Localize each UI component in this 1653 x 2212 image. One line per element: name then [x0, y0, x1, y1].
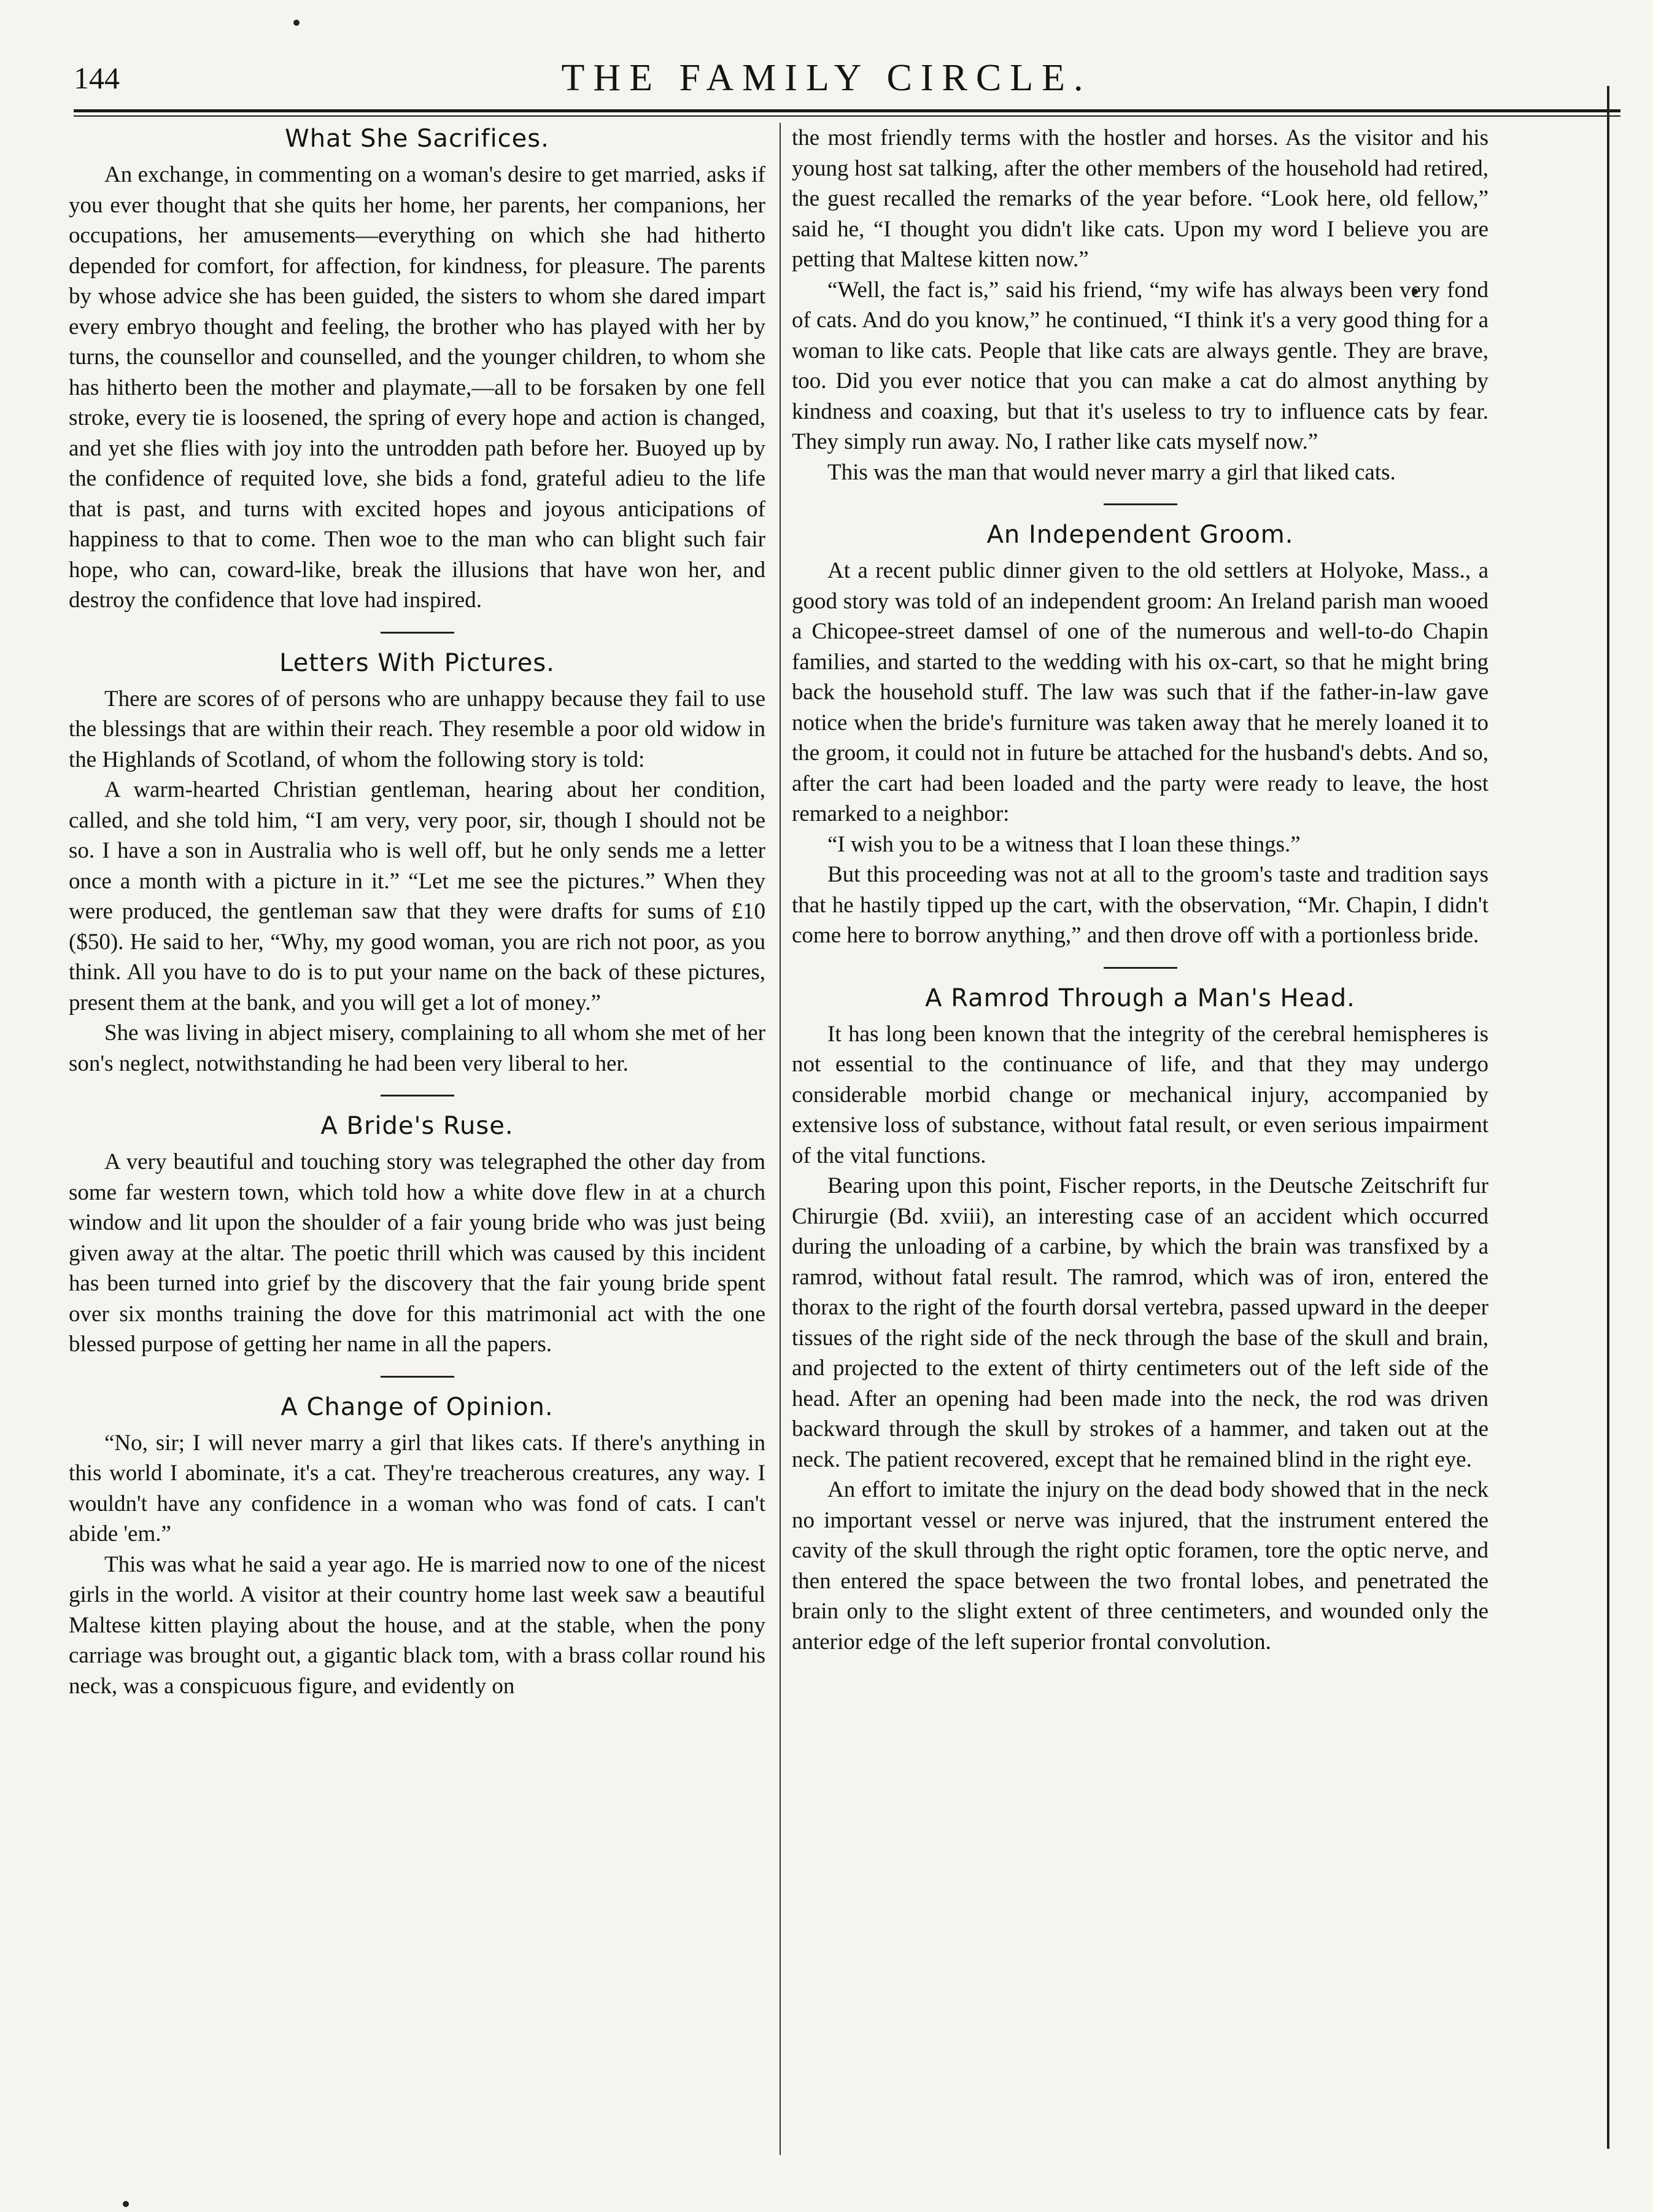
article-paragraph: An exchange, in commenting on a woman's desire to get married, asks if you ever thought that she quits her home, her parents, her companions, her occupations, her amusements—everything on which she had hitherto depended for comfort, for affection, for kindness, for pleasure. The parents by whose advice she has been guided, the sisters to whom she dared impart every embryo thought and feeling, the brother who has played with her by turns, the counsellor and counselled, and the younger children, to whom she has hitherto been the mother and playmate,—all to be forsaken by one fell stroke, every tie is loosened, the spring of every hope and action is changed, and yet she flies with joy into the untrodden path before her. Buoyed up by the confidence of requited love, she bids a fond, grateful adieu to the life that is past, and turns with excited hopes and joyous anticipations of happiness to that to come. Then woe to the man who can blight such fair hope, who can, coward-like, break the illusions that have won her, and destroy the confidence that love had inspired. — [69, 162, 765, 613]
article-paragraph: the most friendly terms with the hostler and horses. As the visitor and his young host sat talking, after the other members of the household had retired, the guest recalled the remarks of the year before. “Look here, old fellow,” said he, “I thought you didn't like cats. Upon my word I believe you are petting that Maltese kitten now.” — [792, 125, 1488, 272]
page-edge-line — [1607, 86, 1609, 2149]
section-separator — [381, 632, 454, 634]
article-heading: A Ramrod Through a Man's Head. — [925, 984, 1355, 1012]
article-paragraph: She was living in abject misery, complaining to all whom she met of her son's neglect, notwithstanding he had been very liberal to her. — [69, 1020, 765, 1076]
ink-speck — [123, 2201, 129, 2207]
publication-title: THE FAMILY CIRCLE. — [561, 57, 1092, 99]
right-column — [792, 123, 1488, 1657]
article-paragraph: But this proceeding was not at all to the groom's taste and tradition says that he hastily tipped up the cart, with the observation, “Mr. Chapin, I didn't come here to borrow anything,” and then drove off with a portionless bride. — [792, 862, 1488, 948]
article-paragraph: At a recent public dinner given to the old settlers at Holyoke, Mass., a good story was told of an independent groom: An Ireland parish man wooed a Chicopee-street damsel of one of the numerous and well-to-do Chapin families, and started to the wedding with his ox-cart, so that he might bring back the household stuff. The law was such that if the father-in-law gave notice when the bride's furniture was taken away that he merely loaned it to the groom, it could not in future be attached for the husband's debts. And so, after the cart had been loaded and the party were ready to leave, the host remarked to a neighbor: — [792, 558, 1488, 826]
article-paragraph: This was the man that would never marry a girl that liked cats. — [827, 459, 1396, 485]
article-heading: A Bride's Ruse. — [320, 1112, 514, 1140]
article-paragraph: A very beautiful and touching story was telegraphed the other day from some far western town, which told how a white dove flew in at a church window and lit upon the shoulder of a fair young bride who was just being given away at the altar. The poetic thrill which was caused by this incident has been turned into grief by the discovery that the fair young bride spent over six months training the dove for this matrimonial act with the one blessed purpose of getting her name in all the papers. — [69, 1149, 765, 1357]
article-heading: What She Sacrifices. — [285, 125, 549, 153]
article-heading: A Change of Opinion. — [281, 1392, 554, 1421]
article-paragraph: “No, sir; I will never marry a girl that likes cats. If there's anything in this world I abominate, it's a cat. They're treacherous creatures, any way. I wouldn't have any confidence in a woman who was fond of cats. I can't abide 'em.” — [69, 1430, 765, 1546]
ink-speck — [293, 20, 300, 26]
column-divider — [780, 123, 781, 2155]
section-separator — [381, 1376, 454, 1378]
header-rule — [74, 109, 1620, 112]
section-separator — [381, 1095, 454, 1096]
header-rule-thin — [74, 115, 1620, 117]
article-heading: Letters With Pictures. — [279, 648, 555, 677]
left-column — [69, 123, 765, 1701]
section-separator — [1104, 503, 1177, 505]
article-heading: An Independent Groom. — [986, 521, 1294, 549]
page-number: 144 — [74, 61, 120, 95]
article-paragraph: There are scores of of persons who are unhappy because they fail to use the blessings that are within their reach. They resemble a poor old widow in the Highlands of Scotland, of whom the following story is told: — [69, 686, 765, 772]
article-paragraph: An effort to imitate the injury on the dead body showed that in the neck no important vessel or nerve was injured, that the instrument entered the cavity of the skull through the right optic foramen, tore the optic nerve, and then entered the space between the two frontal lobes, and penetrated the brain only to the slight extent of three centimeters, and wounded only the anterior edge of the left superior frontal convolution. — [792, 1477, 1488, 1655]
article-paragraph: “I wish you to be a witness that I loan these things.” — [827, 831, 1301, 857]
section-separator — [1104, 967, 1177, 969]
article-paragraph: This was what he said a year ago. He is married now to one of the nicest girls in the world. A visitor at their country home last week saw a beautiful Maltese kitten playing about the house, and at the stable, when the pony carriage was brought out, a gigantic black tom, with a brass collar round his neck, was a conspicuous figure, and evidently on — [69, 1551, 765, 1699]
article-paragraph: A warm-hearted Christian gentleman, hearing about her condition, called, and she told him, “I am very, very poor, sir, though I should not be so. I have a son in Australia who is well off, but he only sends me a letter once a month with a picture in it.” “Let me see the pictures.” When they were produced, the gentleman saw that they were drafts for sums of £10 ($50). He said to her, “Why, my good woman, you are rich not poor, as you think. All you have to do is to put your name on the back of these pictures, present them at the bank, and you will get a lot of money.” — [69, 777, 765, 1015]
article-paragraph: Bearing upon this point, Fischer reports, in the Deutsche Zeitschrift fur Chirurgie (Bd. xviii), an interesting case of an accident which occurred during the unloading of a carbine, by which the brain was transfixed by a ramrod, without fatal result. The ramrod, which was of iron, entered the thorax to the right of the fourth dorsal vertebra, passed upward in the deeper tissues of the right side of the neck through the base of the skull and brain, and projected to the extent of thirty centimeters out of the left side of the head. After an opening had been made into the neck, the rod was driven backward through the skull by strokes of a hammer, and taken out at the neck. The patient recovered, except that he remained blind in the right eye. — [792, 1173, 1488, 1472]
article-paragraph: It has long been known that the integrity of the cerebral hemispheres is not essential to the continuance of life, and that they may undergo considerable morbid change or mechanical injury, accompanied by extensive loss of substance, without fatal result, or even serious impairment of the vital functions. — [792, 1021, 1488, 1168]
article-paragraph: “Well, the fact is,” said his friend, “my wife has always been very fond of cats. And do you know,” he continued, “I think it's a very good thing for a woman to like cats. People that like cats are always gentle. They are brave, too. Did you ever notice that you can make a cat do almost anything by kindness and coaxing, but that it's useless to try to influence cats by fear. They simply run away. No, I rather like cats myself now.” — [792, 277, 1488, 454]
